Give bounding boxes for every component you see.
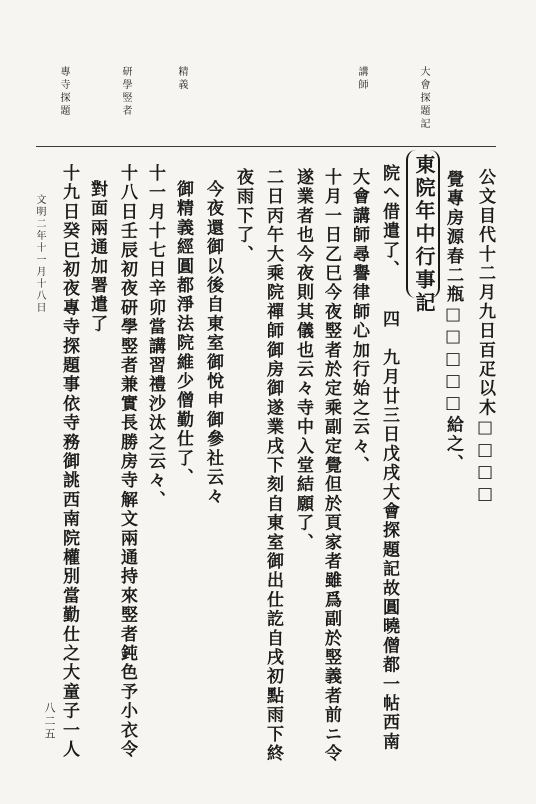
text-column-15: 十九日癸巳初夜專寺探題事依寺務御誂西南院權別當勤仕之大童子一人 [59, 164, 79, 760]
text-column-1: 公文目代十二月九日百疋以木□□□□ [475, 168, 495, 507]
text-column-14: 對面兩通加署遣了 [87, 180, 107, 334]
text-column-8: 二日丙午大乘院禪師御房御遂業戌下刻自東室御出仕訖自戌初點雨下終 [263, 168, 283, 764]
text-column-12: 十一月十七日辛卯當講習禮沙汰之云々、 [145, 164, 165, 510]
headnote-kengaku: 研學竪者 [120, 66, 131, 118]
text-column-4: 院へ借遣了、 [379, 164, 399, 280]
document-heading: 東院年中行事記 [412, 154, 436, 315]
text-column-6: 十月一日乙巳今夜竪者於定乘副定覺但於頁家者雖爲副於竪義者前ニ令 [321, 168, 341, 764]
document-date: 文明二年十一月十八日 [34, 194, 45, 314]
headnote-seigi: 精義 [176, 66, 187, 92]
header-rule [36, 146, 496, 147]
text-column-13: 十八日壬辰初夜研學竪者兼實長勝房寺解文兩通持來竪者鈍色予小衣令 [117, 164, 137, 760]
text-column-5: 大會講師尋譽律師心加行始之云々、 [349, 168, 369, 476]
text-column-7: 遂業者也今夜則其儀也云々寺中入堂結願了、 [293, 168, 313, 552]
page-number: 八二五 [43, 702, 56, 741]
text-column-10: 今夜還御以後自東室御悅申御參社云々 [203, 180, 223, 507]
text-column-11: 御精義經圓都淨法院維少僧勤仕了、 [173, 180, 193, 488]
headnote-senji: 專寺探題 [58, 66, 69, 118]
headnote-koushi: 講師 [356, 66, 367, 92]
text-column-9: 夜雨下了、 [233, 168, 253, 264]
text-column-3: 四 九月廿三日戊戌大會探題記故圓曉僧都一帖西南 [379, 310, 399, 752]
text-column-2: 覺專房源春二瓶□□□□□給之、 [443, 170, 463, 473]
headnote-daie: 大會探題記 [418, 66, 429, 131]
